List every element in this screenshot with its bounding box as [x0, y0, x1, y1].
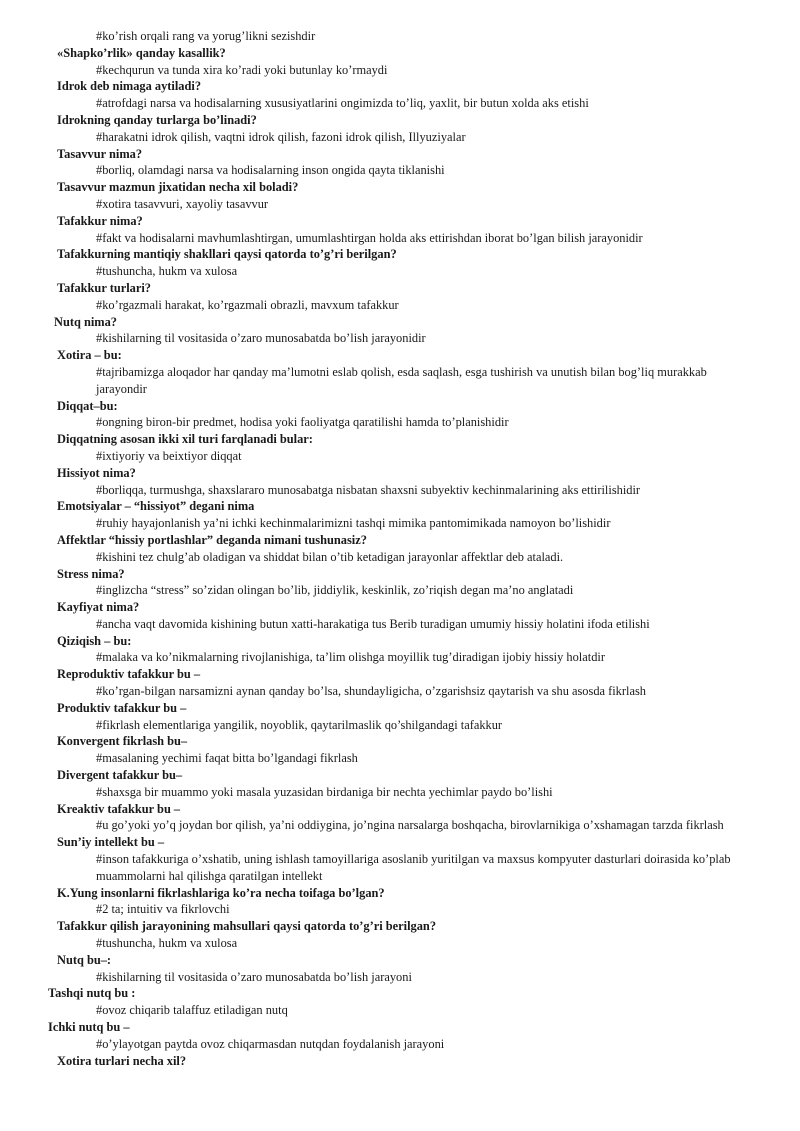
answer-line: #xotira tasavvuri, xayoliy tasavvur — [96, 196, 269, 211]
question-line: Hissiyot nima? — [57, 465, 136, 480]
question-line: Tafakkur turlari? — [57, 280, 151, 295]
document-body — [0, 28, 800, 1069]
answer-line: #shaxsga bir muammo yoki masala yuzasidan birdaniga bir nechta yechimlar paydo bo’lishi — [96, 784, 553, 799]
answer-line: #ixtiyoriy va beixtiyor diqqat — [96, 448, 242, 463]
answer-line: #inson tafakkuriga o’xshatib, uning ishlash tamoyillariga asoslanib yuritilgan va maxsus kompyuter dasturlari doirasida ko’plab muammolarni hal qilishga qaratilgan intellekt — [96, 852, 731, 883]
answer-line: #u go’yoki yo’q joydan bor qilish, ya’ni oddiygina, jo’ngina narsalarga boshqacha, birovlarnikiga o’xshamagan tarzda fikrlash — [96, 818, 724, 833]
answer-line: #kishini tez chulg’ab oladigan va shiddat bilan o’tib ketadigan jarayonlar affektlar deb ataladi. — [96, 549, 564, 564]
answer-line: #fakt va hodisalarni mavhumlashtirgan, umumlashtirgan holda aks ettirishdan iborat bo’lgan bilish jarayonidir — [96, 230, 643, 245]
question-line: Kreaktiv tafakkur bu – — [57, 801, 181, 816]
question-line: Emotsiyalar – “hissiyot” degani nima — [57, 499, 255, 514]
answer-line: #2 ta; intuitiv va fikrlovchi — [96, 902, 230, 917]
answer-line: #inglizcha “stress” so’zidan olingan bo’lib, jiddiylik, keskinlik, zo’riqish degan ma’no anglatadi — [96, 583, 574, 598]
question-line: Stress nima? — [57, 566, 125, 581]
answer-line: #ongning biron-bir predmet, hodisa yoki faoliyatga qaratilishi hamda to’planishidir — [96, 415, 509, 430]
answer-line: #masalaning yechimi faqat bitta bo’lgandagi fikrlash — [96, 751, 358, 766]
question-line: «Shapko’rlik» qanday kasallik? — [57, 45, 226, 60]
question-line: Xotira – bu: — [57, 348, 122, 363]
answer-line: #ko’rish orqali rang va yorug’likni sezishdir — [96, 29, 316, 43]
answer-line: #fikrlash elementlariga yangilik, noyoblik, qaytarilmaslik qo’shilgandagi tafakkur — [96, 717, 503, 732]
question-line: Qiziqish – bu: — [57, 633, 132, 648]
question-line: Nutq nima? — [54, 314, 117, 329]
answer-line: #ancha vaqt davomida kishining butun xatti-harakatiga tus Berib turadigan umumiy hissiy holatini ifoda etilishi — [96, 616, 650, 631]
question-line: Kayfiyat nima? — [57, 600, 140, 615]
answer-line: #ovoz chiqarib talaffuz etiladigan nutq — [96, 1003, 288, 1018]
answer-line: #malaka va ko’nikmalarning rivojlanishiga, ta’lim olishga moyillik tug’diradigan ijobiy hissiy holatdir — [96, 650, 605, 665]
question-line: Ichki nutq bu – — [48, 1020, 130, 1035]
answer-line: #harakatni idrok qilish, vaqtni idrok qilish, fazoni idrok qilish, Illyuziyalar — [96, 129, 466, 144]
answer-line: #borliq, olamdagi narsa va hodisalarning inson ongida qayta tiklanishi — [96, 163, 445, 178]
question-line: Tafakkurning mantiqiy shakllari qaysi qatorda to’g’ri berilgan? — [57, 247, 397, 262]
answer-line: #o’ylayotgan paytda ovoz chiqarmasdan nutqdan foydalanish jarayoni — [96, 1036, 445, 1051]
answer-line: #atrofdagi narsa va hodisalarning xususiyatlarini ongimizda to’liq, yaxlit, bir butun xolda aks etishi — [96, 96, 589, 111]
question-line: Diqqatning asosan ikki xil turi farqlanadi bular: — [57, 432, 313, 447]
question-line: Sun’iy intellekt bu – — [57, 835, 165, 850]
question-line: Produktiv tafakkur bu – — [57, 700, 187, 715]
answer-line: #tushuncha, hukm va xulosa — [96, 936, 238, 951]
answer-line: #kishilarning til vositasida o’zaro munosabatda bo’lish jarayoni — [96, 969, 412, 984]
question-line: K.Yung insonlarni fikrlashlariga ko’ra necha toifaga bo’lgan? — [57, 885, 385, 900]
question-line: Tasavvur mazmun jixatidan necha xil boladi? — [57, 180, 299, 195]
answer-line: #kishilarning til vositasida o’zaro munosabatda bo’lish jarayonidir — [96, 331, 426, 346]
question-line: Reproduktiv tafakkur bu – — [57, 667, 201, 682]
question-line: Idrokning qanday turlarga bo’linadi? — [57, 112, 257, 127]
question-line: Diqqat–bu: — [57, 398, 118, 413]
question-line: Nutq bu–: — [57, 952, 112, 967]
question-line: Xotira turlari necha xil? — [57, 1053, 187, 1068]
answer-line: #ruhiy hayajonlanish ya’ni ichki kechinmalarimizni tashqi mimika pantomimikada namoyon bo’lishidir — [96, 516, 611, 531]
question-line: Affektlar “hissiy portlashlar” deganda nimani tushunasiz? — [57, 532, 367, 547]
answer-line: #borliqqa, turmushga, shaxslararo munosabatga nisbatan shaxsni subyektiv kechinmalarining aks ettirilishidir — [96, 482, 641, 497]
question-line: Konvergent fikrlash bu– — [57, 734, 188, 749]
answer-line: #ko’rgazmali harakat, ko’rgazmali obrazli, mavxum tafakkur — [96, 297, 399, 312]
question-line: Tashqi nutq bu : — [48, 986, 136, 1001]
question-line: Divergent tafakkur bu– — [57, 768, 183, 783]
question-line: Tasavvur nima? — [57, 146, 143, 161]
answer-line: #ko’rgan-bilgan narsamizni aynan qanday bo’lsa, shundayligicha, o’zgarishsiz qaytarish va shu asosda fikrlash — [96, 684, 646, 699]
answer-line: #tajribamizga aloqador har qanday ma’lumotni eslab qolish, esda saqlash, esga tushirish va unutish bilan bog’liq murakkab jarayondir — [96, 364, 707, 396]
answer-line: #tushuncha, hukm va xulosa — [96, 264, 238, 279]
question-line: Tafakkur qilish jarayonining mahsullari qaysi qatorda to’g’ri berilgan? — [57, 919, 437, 934]
question-line: Tafakkur nima? — [57, 213, 143, 228]
question-line: Idrok deb nimaga aytiladi? — [57, 79, 202, 94]
answer-line: #kechqurun va tunda xira ko’radi yoki butunlay ko’rmaydi — [96, 62, 388, 77]
